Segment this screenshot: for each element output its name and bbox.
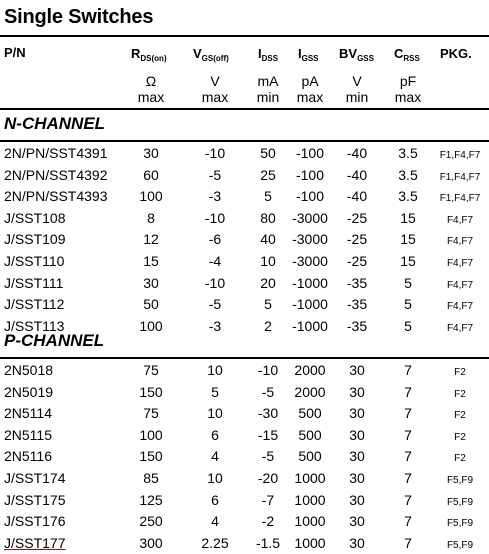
- cell-rds: 30: [143, 275, 159, 291]
- table-row: [0, 446, 489, 467]
- part-number: 2N5019: [4, 384, 54, 400]
- cell-vgs: 6: [211, 427, 219, 443]
- cell-pkg: F5,F9: [446, 497, 474, 508]
- cell-crss: 7: [404, 492, 412, 508]
- section-heading: P-CHANNEL: [4, 331, 105, 350]
- section-rule: [0, 357, 489, 359]
- cell-crss: 5: [404, 275, 412, 291]
- table-row: [0, 273, 489, 294]
- cell-pkg: F1,F4,F7: [439, 193, 481, 204]
- table-row: [0, 403, 489, 424]
- header-idss: $I_{DSS}$: [258, 46, 279, 63]
- cell-igss: 500: [298, 427, 322, 443]
- cell-vgs: 6: [211, 492, 219, 508]
- header-rule: [0, 108, 489, 110]
- cell-rds: 125: [139, 492, 163, 508]
- cell-idss: 20: [260, 275, 276, 291]
- cell-rds: 12: [143, 231, 159, 247]
- cell-bv: 30: [349, 405, 365, 421]
- cell-pkg: F2: [454, 367, 466, 378]
- table-row: [0, 382, 489, 403]
- cell-crss: 3.5: [398, 167, 418, 183]
- cell-pkg: F5,F9: [446, 540, 474, 551]
- cell-idss: 80: [260, 210, 276, 226]
- cell-pkg: F2: [454, 389, 466, 400]
- cell-bv: 30: [349, 362, 365, 378]
- cell-igss: -1000: [292, 275, 328, 291]
- cell-rds: 100: [139, 318, 163, 334]
- cell-rds: 75: [143, 362, 159, 378]
- cell-igss: -100: [295, 145, 325, 161]
- table-row: [0, 511, 489, 532]
- cell-crss: 7: [404, 513, 412, 529]
- cell-rds: 300: [139, 535, 163, 551]
- cell-igss: -100: [295, 188, 325, 204]
- cell-crss: 3.5: [398, 188, 418, 204]
- table-row: [0, 143, 489, 164]
- cell-igss: 500: [298, 405, 322, 421]
- cell-pkg: F1,F4,F7: [439, 172, 481, 183]
- cell-igss: -3000: [292, 253, 328, 269]
- cell-bv: -25: [346, 231, 368, 247]
- section-heading: N-CHANNEL: [4, 114, 106, 133]
- cell-idss: -10: [257, 362, 279, 378]
- cell-idss: 40: [260, 231, 276, 247]
- header-rds: $R_{DS(on)}$: [131, 46, 167, 63]
- part-number: 2N/PN/SST4393: [4, 188, 108, 204]
- part-number: 2N/PN/SST4392: [4, 167, 108, 183]
- cell-vgs: 10: [207, 362, 223, 378]
- part-number: J/SST110: [4, 253, 65, 269]
- part-number: J/SST177: [4, 535, 66, 551]
- cell-bv: 30: [349, 513, 365, 529]
- cell-vgs: -6: [208, 231, 222, 247]
- header-vgs: $V_{GS(off)}$: [193, 46, 229, 63]
- cell-crss: 7: [404, 535, 412, 551]
- unit-crss: pF: [399, 73, 417, 89]
- unit-idss: mA: [257, 73, 279, 89]
- cell-idss: 5: [264, 296, 272, 312]
- cell-pkg: F4,F7: [446, 280, 474, 291]
- cell-vgs: -5: [208, 167, 222, 183]
- table-row: [0, 186, 489, 207]
- cell-bv: -40: [346, 167, 368, 183]
- cell-pkg: F4,F7: [446, 215, 474, 226]
- cell-idss: 25: [260, 167, 276, 183]
- cell-pkg: F2: [454, 453, 466, 464]
- cell-vgs: 4: [211, 513, 219, 529]
- cell-pkg: F1,F4,F7: [439, 150, 481, 161]
- cell-bv: -25: [346, 210, 368, 226]
- table-row: [0, 229, 489, 250]
- part-number: 2N5116: [4, 448, 53, 464]
- cell-idss: -15: [257, 427, 279, 443]
- table-row: [0, 208, 489, 229]
- unit-bvgss: V: [352, 73, 362, 89]
- part-number: J/SST112: [4, 296, 65, 312]
- cell-vgs: 5: [211, 384, 219, 400]
- cell-crss: 15: [400, 210, 416, 226]
- cell-bv: 30: [349, 535, 365, 551]
- limit-igss: max: [296, 89, 324, 105]
- cell-bv: -40: [346, 145, 368, 161]
- limit-bvgss: min: [345, 89, 369, 105]
- cell-crss: 15: [400, 253, 416, 269]
- cell-igss: -1000: [292, 296, 328, 312]
- header-bvgss: $BV_{GSS}$: [339, 46, 374, 63]
- cell-idss: 2: [264, 318, 272, 334]
- cell-crss: 15: [400, 231, 416, 247]
- cell-vgs: 10: [207, 405, 223, 421]
- cell-crss: 5: [404, 296, 412, 312]
- cell-crss: 7: [404, 448, 412, 464]
- cell-rds: 150: [139, 448, 163, 464]
- section-rule: [0, 140, 489, 142]
- part-number: 2N5018: [4, 362, 54, 378]
- part-number: 2N5115: [4, 427, 53, 443]
- cell-igss: 1000: [294, 492, 326, 508]
- cell-rds: 8: [147, 210, 155, 226]
- cell-crss: 7: [404, 362, 412, 378]
- cell-vgs: -3: [208, 318, 222, 334]
- cell-bv: 30: [349, 448, 365, 464]
- cell-igss: 1000: [294, 470, 326, 486]
- cell-igss: 500: [298, 448, 322, 464]
- cell-idss: -2: [261, 513, 275, 529]
- cell-crss: 3.5: [398, 145, 418, 161]
- header-crss: $C_{RSS}$: [394, 46, 420, 63]
- table-row: [0, 360, 489, 381]
- unit-rds: Ω: [145, 73, 157, 89]
- cell-bv: 30: [349, 470, 365, 486]
- cell-idss: 5: [264, 188, 272, 204]
- table-row: [0, 165, 489, 186]
- cell-pkg: F4,F7: [446, 301, 474, 312]
- limit-idss: min: [256, 89, 280, 105]
- part-number: J/SST108: [4, 210, 66, 226]
- cell-crss: 7: [404, 384, 412, 400]
- cell-rds: 100: [139, 427, 163, 443]
- cell-rds: 75: [143, 405, 159, 421]
- cell-igss: 1000: [294, 535, 326, 551]
- cell-pkg: F2: [454, 410, 466, 421]
- cell-igss: 1000: [294, 513, 326, 529]
- page-title: Single Switches: [4, 6, 154, 28]
- unit-vgs: V: [210, 73, 220, 89]
- cell-vgs: -4: [208, 253, 222, 269]
- cell-rds: 15: [143, 253, 159, 269]
- cell-bv: -25: [346, 253, 368, 269]
- cell-vgs: -5: [208, 296, 222, 312]
- part-number: J/SST109: [4, 231, 66, 247]
- cell-rds: 100: [139, 188, 163, 204]
- cell-idss: -1.5: [255, 535, 281, 551]
- cell-rds: 60: [143, 167, 159, 183]
- cell-igss: -1000: [292, 318, 328, 334]
- header-pn: P/N: [4, 45, 26, 60]
- cell-idss: -7: [261, 492, 275, 508]
- cell-rds: 85: [143, 470, 159, 486]
- cell-vgs: -10: [204, 145, 226, 161]
- cell-idss: -20: [257, 470, 279, 486]
- limit-crss: max: [394, 89, 422, 105]
- part-number: J/SST111: [4, 275, 64, 291]
- cell-bv: -35: [346, 318, 368, 334]
- cell-pkg: F4,F7: [446, 323, 474, 334]
- cell-rds: 150: [139, 384, 163, 400]
- cell-rds: 250: [139, 513, 163, 529]
- cell-igss: -3000: [292, 210, 328, 226]
- part-number: J/SST175: [4, 492, 66, 508]
- cell-igss: 2000: [294, 384, 326, 400]
- cell-pkg: F2: [454, 432, 466, 443]
- cell-vgs: -10: [204, 210, 226, 226]
- cell-rds: 30: [143, 145, 159, 161]
- cell-vgs: 10: [207, 470, 223, 486]
- part-number: 2N/PN/SST4391: [4, 145, 108, 161]
- cell-pkg: F4,F7: [446, 236, 474, 247]
- cell-igss: 2000: [294, 362, 326, 378]
- cell-idss: -5: [261, 384, 275, 400]
- cell-bv: -40: [346, 188, 368, 204]
- table-row: [0, 251, 489, 272]
- cell-pkg: F4,F7: [446, 258, 474, 269]
- limit-vgs: max: [201, 89, 229, 105]
- cell-bv: 30: [349, 427, 365, 443]
- part-number: 2N5114: [4, 405, 53, 421]
- cell-crss: 7: [404, 427, 412, 443]
- header-igss: $I_{GSS}$: [298, 46, 319, 63]
- unit-igss: pA: [301, 73, 319, 89]
- table-row: [0, 468, 489, 489]
- cell-idss: 10: [260, 253, 276, 269]
- limit-rds: max: [137, 89, 165, 105]
- header-pkg: PKG.: [440, 46, 472, 61]
- cell-pkg: F5,F9: [446, 518, 474, 529]
- cell-idss: 50: [260, 145, 276, 161]
- cell-igss: -100: [295, 167, 325, 183]
- cell-pkg: F5,F9: [446, 475, 474, 486]
- cell-igss: -3000: [292, 231, 328, 247]
- cell-idss: -5: [261, 448, 275, 464]
- cell-crss: 7: [404, 470, 412, 486]
- cell-crss: 5: [404, 318, 412, 334]
- part-number: J/SST176: [4, 513, 66, 529]
- part-number: J/SST174: [4, 470, 66, 486]
- cell-bv: -35: [346, 275, 368, 291]
- cell-bv: 30: [349, 384, 365, 400]
- part-number: J/SST113: [4, 318, 65, 334]
- table-row: [0, 425, 489, 446]
- title-rule: [0, 35, 489, 37]
- table-row: [0, 294, 489, 315]
- cell-vgs: 4: [211, 448, 219, 464]
- cell-idss: -30: [257, 405, 279, 421]
- cell-crss: 7: [404, 405, 412, 421]
- cell-bv: 30: [349, 492, 365, 508]
- cell-vgs: 2.25: [201, 535, 229, 551]
- cell-bv: -35: [346, 296, 368, 312]
- table-row: [0, 533, 489, 554]
- cell-rds: 50: [143, 296, 159, 312]
- cell-vgs: -10: [204, 275, 226, 291]
- cell-vgs: -3: [208, 188, 222, 204]
- table-row: [0, 490, 489, 511]
